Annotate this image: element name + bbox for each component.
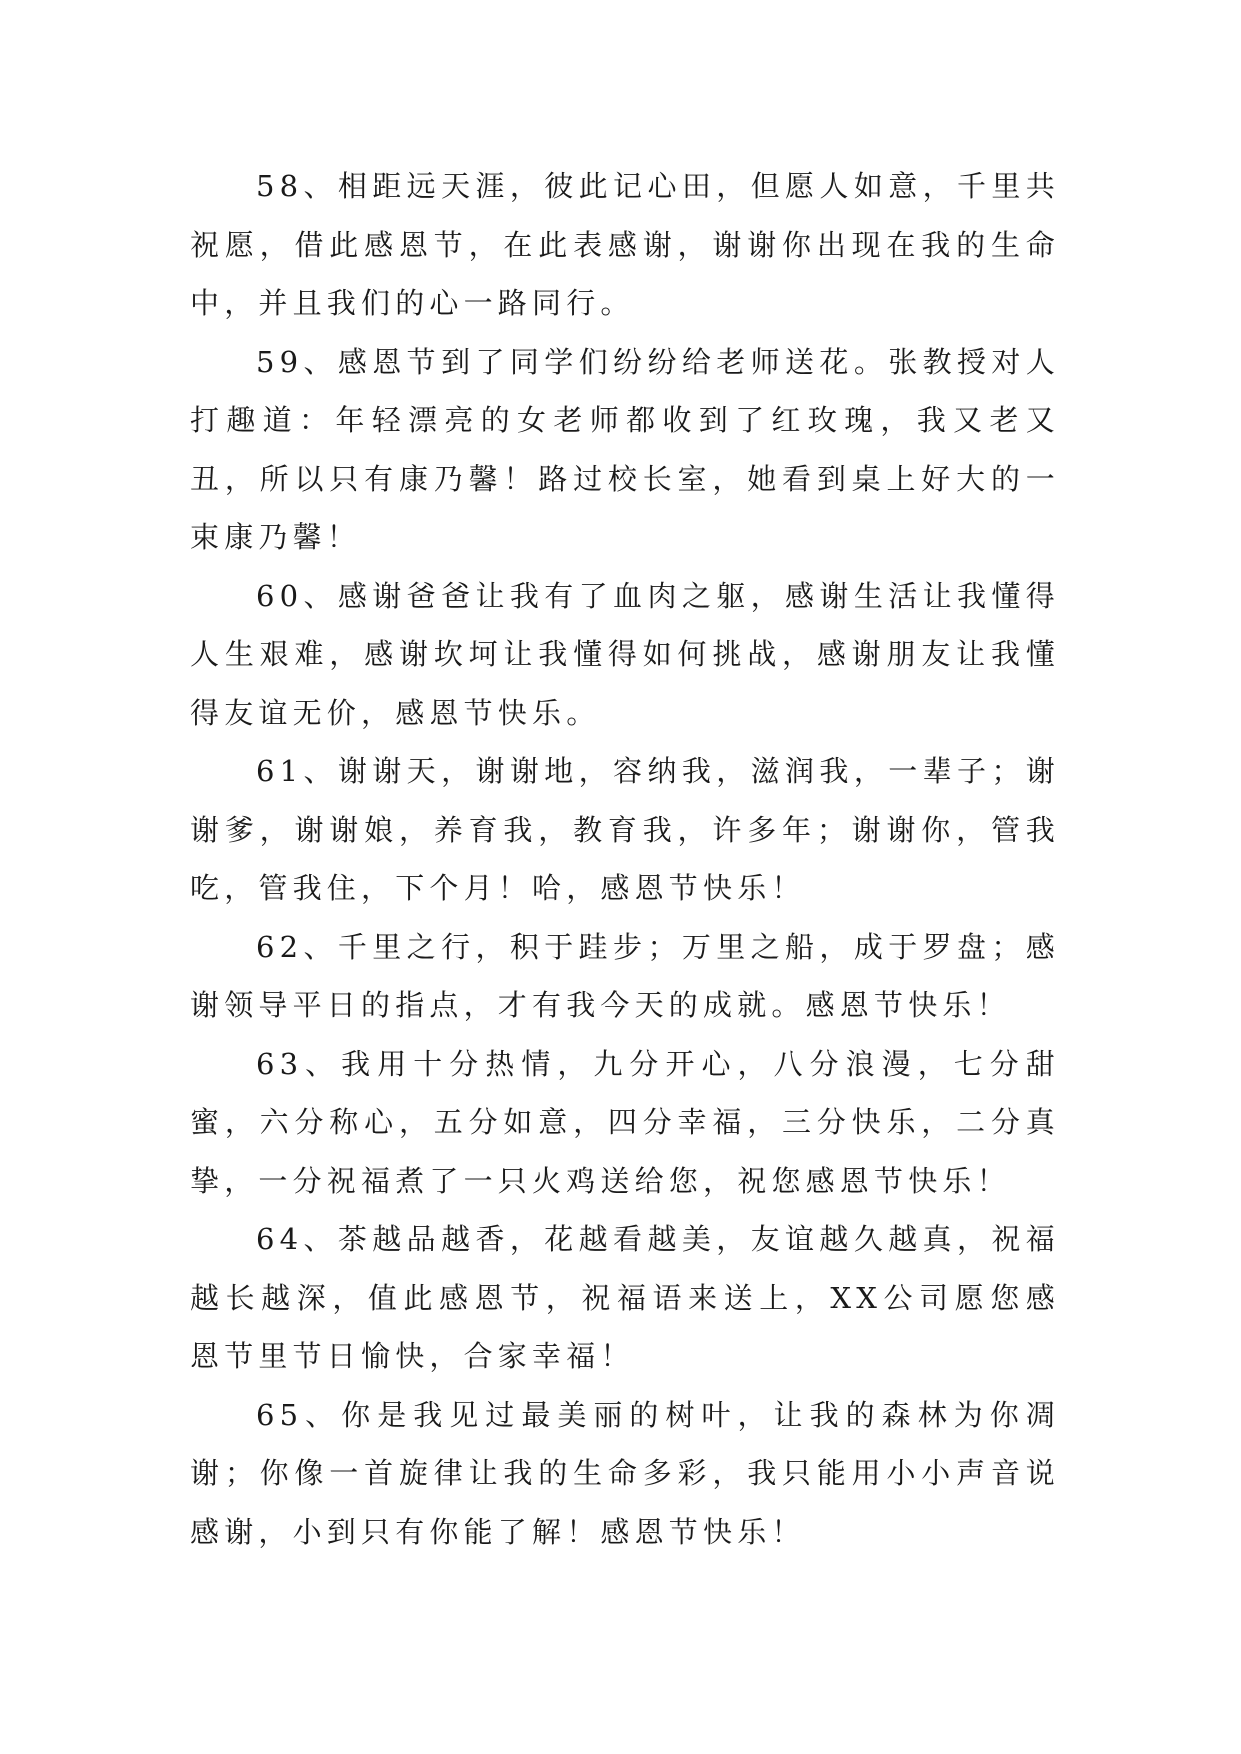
paragraph-62: 62、千里之行，积于跬步；万里之船，成于罗盘；感谢领导平日的指点，才有我今天的成就。感恩节快乐！: [190, 929, 1060, 1022]
paragraph-64: 64、茶越品越香，花越看越美，友谊越久越真，祝福越长越深，值此感恩节，祝福语来送上，XX公司愿您感恩节里节日愉快，合家幸福！: [190, 1222, 1060, 1373]
paragraph-58: 58、相距远天涯，彼此记心田，但愿人如意，千里共祝愿，借此感恩节，在此表感谢，谢谢你出现在我的生命中，并且我们的心一路同行。: [190, 169, 1060, 320]
paragraph-60: 60、感谢爸爸让我有了血肉之躯，感谢生活让我懂得人生艰难，感谢坎坷让我懂得如何挑战，感谢朋友让我懂得友谊无价，感恩节快乐。: [190, 578, 1060, 730]
paragraph-63: 63、我用十分热情，九分开心，八分浪漫，七分甜蜜，六分称心，五分如意，四分幸福，三分快乐，二分真挚，一分祝福煮了一只火鸡送给您，祝您感恩节快乐！: [190, 1046, 1060, 1198]
paragraph-65: 65、你是我见过最美丽的树叶，让我的森林为你凋谢；你像一首旋律让我的生命多彩，我只能用小小声音说感谢，小到只有你能了解！感恩节快乐！: [190, 1397, 1060, 1549]
paragraph-59: 59、感恩节到了同学们纷纷给老师送花。张教授对人打趣道：年轻漂亮的女老师都收到了红玫瑰，我又老又丑，所以只有康乃馨！路过校长室，她看到桌上好大的一束康乃馨！: [190, 344, 1060, 554]
document-body: [190, 157, 1060, 1561]
paragraph-61: 61、谢谢天，谢谢地，容纳我，滋润我，一辈子；谢谢爹，谢谢娘，养育我，教育我，许多年；谢谢你，管我吃，管我住，下个月！哈，感恩节快乐！: [190, 754, 1060, 905]
